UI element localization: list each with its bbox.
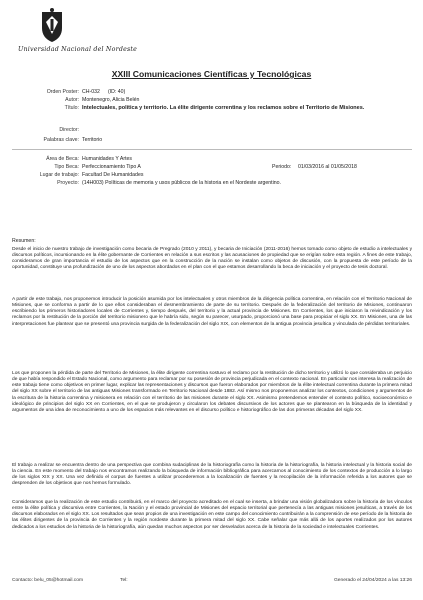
proyecto-label: Proyecto: [57,180,79,186]
autor-value: Montenegro, Alicia Belén [82,97,140,103]
contact-email: Contacto: belu_05@hotmail.com [12,578,84,583]
periodo-value: 01/03/2016 al 01/05/2018 [298,164,357,170]
university-shield-icon [38,8,66,44]
titulo-label: Título: [64,105,79,111]
summary-paragraph-2: A partir de este trabajo, nos proponemos introducir la posición asumida por los intelectuales y otros miembros de la dirigencia política correntina, en relación con el Territorio Nacional de Misiones, que se conforma a partir de lo que ellos consideraban el desmembramiento de parte de su territorio. Después de la federalización del territorio de Misiones, continuaron escribiendo los primeros historiadores locales de Corrientes y, tiempo después, del territorio y la actual provincia de Misiones. En Corrientes, los que iniciaron la reivindicación y los reclamos por la restitución de la porción del territorio misionero que le habría sido, según su parecer, usurpado, proporcionó una base para propiciar el siglo XX. En Misiones, una de las interpretaciones fue plantear que se presentó una provincia surgida de la federalización del siglo XIX, con elementos de la antigua provincia jesuítica y vinculada de pérdidas territoriales. [12,297,412,327]
summary-label: Resumen: [12,238,36,244]
autor-label: Autor: [65,97,79,103]
lugar-trabajo-label: Lugar de trabajo: [39,172,79,178]
proyecto-value: (14H003) Políticas de memoria y usos públicos de la historia en el Nordeste argentino. [82,180,281,186]
director-label: Director: [59,127,79,133]
summary-paragraph-3: Los que proponen la pérdida de parte del Territorio de Misiones, la élite dirigente correntina sostuvo el reclamo por la restitución de dicho territorio y utilizó lo que consideraba un perjuicio de que había respondido el Estado Nacional, como argumento para reclamar por su posesión de provincia perjudicada en el contexto nacional. En particular nos interesa la realización de este trabajo tiene como objetivos en primer lugar, explicar las representaciones y discursos que fueron elaborados por miembros de la élite intelectual correntina durante la primera mitad del siglo XX sobre el territorio de las antiguas Misiones transformado en Territorio Nacional desde 1882. Así mismo nos proponemos analizar los contextos, condiciones y argumentos de la escritura de la historia correntina y misionera en relación con el territorio de las misiones durante el siglo XX. Asimismo pretendemos entender el contexto político, socioeconómico e ideológico de principios del siglo XX en Corrientes, en el que se produjeron y circularon los debates discursivos de los actores que se plantearon en la búsqueda de la identidad y argumentos de una idea de reconocimiento a uno de los espacios más relevantes en el discurso político e historiográfico de las dos primeras décadas del siglo XX. [12,371,412,413]
generated-timestamp: Generado el 24/04/2024 a las 13:26 [333,578,412,583]
orden-poster-label: Orden Poster: [46,89,79,95]
periodo-label: Periodo: [272,164,292,170]
orden-poster-id: (ID: 40) [108,89,126,95]
tipo-beca-label: Tipo Beca: [54,164,79,170]
tipo-beca-value: Perfeccionamiento Tipo A [82,164,141,170]
area-beca-label: Área de Beca: [46,156,79,162]
lugar-trabajo-value: Facultad De Humanidades [82,172,144,178]
summary-paragraph-4: El trabajo a realizar se encuentra dentro de una perspectiva que combina sudaciplinas de la historiografía como la historia de la historiografía, la historia intelectual y la historia social de la ciencia. En este momento del trabajo nos encontramos realizando la búsqueda de información bibliográfica para acercarnos al conocimiento de los contextos de producción a lo largo de los siglos XIX y XX. Una vez definido el corpus de fuentes a utilizar procederemos a la localización de fuentes y la recopilación de la información referida a los autores que se desprenden de los objetivos que nos hemos formulado. [12,463,412,487]
summary-paragraph-5: Consideramos que la realización de este estudio contribuirá, en el marco del proyecto acreditado en el cual se inserta, a brindar una visión globalizadora sobre la historia de los vínculos entre la élite política y discursiva entre Corrientes, la Nación y el estado provincial de Misiones del espacio territorial que pertenecía a las antiguas misiones jesuíticas, a través de los discursos elaborados en el siglo XX. Los resultados que sean propios de una investigación en este campo del conocimiento contribuirán a la comprensión de ese período de la historia de las élites dirigentes de la provincia de Corrientes y la región nordeste durante la primera mitad del siglo XX. Cabe señalar que más allá de los aportes realizados por los autores dedicados a los estudios de la historia de la historiografía, aún quedan muchos aspectos por ser desvelados acerca de la historia de la sociedad e intelectuales Corrientes. [12,500,412,530]
metadata-separator [12,149,412,150]
conference-title: XXIII Comunicaciones Científicas y Tecnológicas [111,69,312,79]
university-name: Universidad Nacional del Nordeste [18,46,138,53]
summary-paragraph-1: Desde el inicio de nuestro trabajo de investigación como becaria de Pregrado (2010 y 2011), y becaria de Iniciación (2011-2016) hemos tomado como objeto de estudio a intelectuales y discursos políticos, incursionando en la élite gobernante de Corrientes en relación a sus escritos y las acusaciones de propiedad que se erigían sobre esta región. A fines de este trabajo, consideramos de gran importancia el estudio de los aspectos que en la construcción de la nación se instalan como objetos de discusión, con la propuesta de este período de la oportunidad, constituye una profundización de uno de los aspectos abordados en el plan con el que estamos desarrollando la beca de iniciación y el proyecto de tesis doctoral. [12,247,412,271]
orden-poster-value: CH-032 [82,89,100,95]
area-beca-value: Humanidades Y Artes [82,156,132,162]
contact-tel: Tel: [120,578,128,583]
palabras-clave-label: Palabras clave: [43,137,79,143]
palabras-clave-value: Territorio [82,137,103,143]
titulo-value: Intelectuales, política y territorio. La élite dirigente correntina y los reclamos sobre el Territorio de Misiones. [82,105,365,111]
